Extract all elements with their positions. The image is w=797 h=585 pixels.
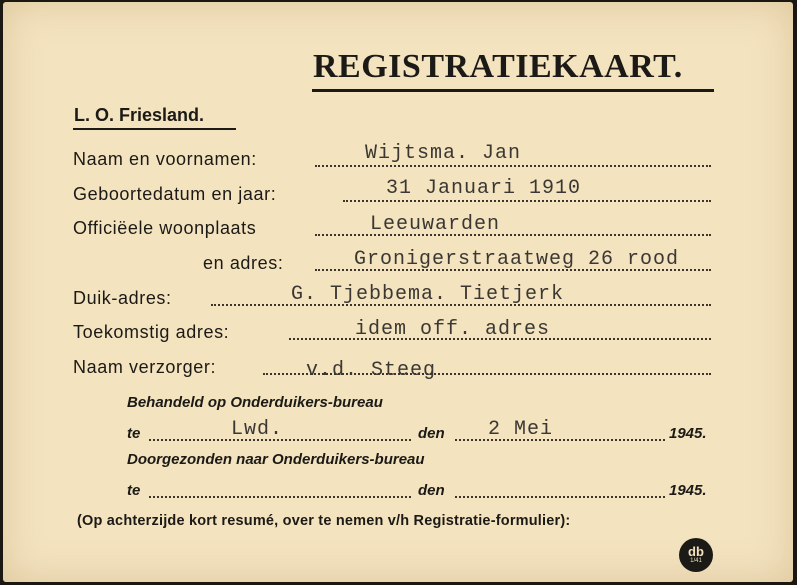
processed-te-value: Lwd.: [231, 418, 284, 441]
processed-den-value: 2 Mei: [488, 418, 554, 441]
printer-logo-icon: [679, 538, 713, 572]
hiding-address-label: Duik-adres:: [73, 288, 172, 308]
forwarded-te-label: te: [127, 482, 141, 499]
address-label: en adres:: [203, 253, 284, 273]
address-value: Gronigerstraatweg 26 rood: [354, 248, 680, 271]
forwarded-den-dotted-line: [455, 496, 665, 498]
residence-label: Officiëele woonplaats: [73, 218, 257, 238]
forwarded-year: 1945.: [669, 482, 707, 499]
birthdate-value: 31 Januari 1910: [386, 177, 582, 200]
forwarded-te-dotted-line: [149, 496, 411, 498]
processed-year: 1945.: [669, 425, 707, 442]
processed-heading: Behandeld op Onderduikers-bureau: [127, 394, 383, 411]
future-address-value: idem off. adres: [355, 318, 551, 341]
name-value: Wijtsma. Jan: [365, 142, 522, 165]
hiding-address-value: G. Tjebbema. Tietjerk: [291, 283, 565, 306]
future-address-label: Toekomstig adres:: [73, 322, 230, 342]
birthdate-dotted-line: [343, 200, 711, 202]
organization-underline: [73, 128, 236, 130]
caretaker-label: Naam verzorger:: [73, 357, 217, 377]
processed-te-label: te: [127, 425, 141, 442]
logo-subtext: 1/41: [690, 558, 702, 564]
title-underline: [312, 89, 714, 92]
processed-den-label: den: [418, 425, 445, 442]
name-label: Naam en voornamen:: [73, 149, 257, 169]
caretaker-value: v.d. Steeg: [306, 359, 437, 382]
registration-card: [3, 2, 793, 582]
name-dotted-line: [315, 165, 711, 167]
organization-name: L. O. Friesland.: [74, 105, 205, 125]
footer-note: (Op achterzijde kort resumé, over te nemen v/h Registratie-formulier):: [77, 513, 571, 529]
forwarded-heading: Doorgezonden naar Onderduikers-bureau: [127, 451, 425, 468]
residence-value: Leeuwarden: [370, 213, 501, 236]
forwarded-den-label: den: [418, 482, 445, 499]
card-title: REGISTRATIEKAART.: [313, 48, 683, 85]
birthdate-label: Geboortedatum en jaar:: [73, 184, 277, 204]
processed-den-dotted-line: [455, 439, 665, 441]
logo-text: db: [688, 544, 704, 559]
